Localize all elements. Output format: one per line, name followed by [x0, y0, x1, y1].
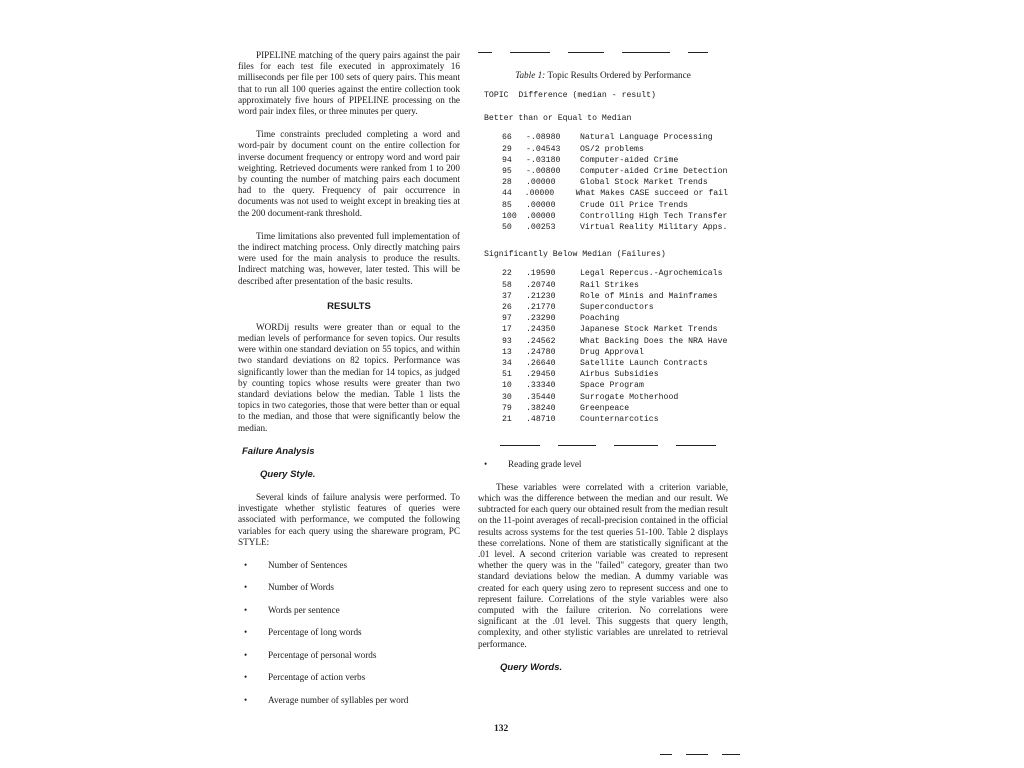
topic-name-cell: Drug Approval: [580, 347, 644, 357]
group-failures-heading: Significantly Below Median (Failures): [484, 250, 666, 260]
topic-name-cell: OS/2 problems: [580, 144, 644, 154]
topic-cell: 100: [502, 211, 517, 221]
divider: [722, 754, 740, 755]
difference-cell: .29450: [526, 370, 556, 380]
list-item-label: Percentage of long words: [268, 627, 362, 638]
group-failures-rows: [502, 268, 728, 425]
difference-cell: .00000: [526, 211, 556, 221]
difference-cell: .21770: [526, 303, 556, 313]
difference-cell: .19590: [526, 269, 556, 279]
style-variables-list: [238, 560, 460, 706]
difference-cell: .24562: [526, 336, 556, 346]
paragraph-failure-analysis: Several kinds of failure analysis were performed. To investigate whether stylistic features of queries were associated with performance, we computed the following variables for each query using the shareware program, PC STYLE:: [238, 491, 460, 547]
list-item-label: Number of Sentences: [268, 559, 348, 570]
table-row: [502, 302, 728, 313]
divider: [558, 445, 596, 446]
table-column-header: TOPIC Difference (median - result): [484, 91, 656, 100]
table-caption: [478, 70, 728, 80]
difference-cell: .23290: [526, 314, 556, 324]
topic-name-cell: Global Stock Market Trends: [580, 178, 708, 188]
difference-cell: .00000: [526, 178, 556, 188]
bullet-icon: •: [244, 582, 248, 593]
failure-analysis-heading: Failure Analysis: [242, 445, 315, 457]
paragraph-time-constraints: Time constraints precluded completing a word and word-pair by document count on the entire collection for inverse document frequency or entropy word and word pair weighting. Retrieved documents were ranked from 1 to 200 by counting the number of matching pairs each document had to the query. Frequency of pair occurrence in documents was not used to weight except in breaking ties at the 200 document-rank threshold.: [238, 129, 460, 218]
topic-name-cell: Role of Minis and Mainframes: [580, 291, 718, 301]
topic-cell: 66: [502, 133, 512, 143]
list-item: [238, 650, 460, 661]
results-heading: RESULTS: [327, 300, 371, 312]
table-row: [502, 268, 728, 279]
reading-level-list: [478, 459, 728, 470]
difference-cell: .20740: [526, 280, 556, 290]
divider: [478, 52, 492, 53]
bullet-icon: •: [244, 672, 248, 683]
bullet-icon: •: [244, 694, 248, 705]
divider: [688, 52, 708, 53]
query-words-heading: Query Words.: [500, 661, 563, 673]
list-item: [238, 695, 460, 706]
table-row: [502, 324, 728, 335]
difference-cell: .00000: [524, 189, 555, 199]
topic-name-cell: Superconductors: [580, 303, 654, 313]
topic-cell: 79: [502, 403, 512, 413]
topic-name-cell: Natural Language Processing: [580, 133, 713, 143]
topic-cell: 37: [502, 291, 512, 301]
list-item: [238, 582, 460, 593]
topic-cell: 94: [502, 155, 512, 165]
table-row: [502, 414, 728, 425]
topic-name-cell: Japanese Stock Market Trends: [580, 325, 718, 335]
topic-cell: 26: [502, 303, 512, 313]
table-row: [502, 222, 728, 233]
table-row: [502, 166, 728, 177]
bullet-icon: •: [244, 627, 248, 638]
table-row: [502, 200, 728, 211]
bullet-icon: •: [484, 459, 488, 470]
list-item-label: Percentage of action verbs: [268, 672, 366, 683]
divider: [660, 754, 672, 755]
table-top-rules: [478, 48, 728, 56]
bullet-icon: •: [244, 559, 248, 570]
table-row: [502, 380, 728, 391]
difference-cell: -.04543: [526, 144, 561, 154]
table-row: [502, 392, 728, 403]
table-bottom-rules: [500, 441, 728, 449]
list-item: [238, 627, 460, 638]
topic-name-cell: Space Program: [580, 381, 644, 391]
difference-cell: .33340: [526, 381, 556, 391]
topic-cell: 51: [502, 370, 512, 380]
table-caption-label: Table 1:: [515, 70, 546, 80]
list-item: [238, 605, 460, 616]
divider: [568, 52, 604, 53]
topic-cell: 10: [502, 381, 512, 391]
page-number: 132: [494, 724, 509, 734]
difference-cell: .35440: [526, 392, 556, 402]
table-row: [502, 144, 728, 155]
difference-cell: .26640: [526, 359, 556, 369]
topic-name-cell: Virtual Reality Military Apps.: [580, 223, 728, 233]
list-item-label: Number of Words: [268, 582, 334, 593]
divider: [622, 52, 670, 53]
topic-name-cell: Airbus Subsidies: [580, 370, 659, 380]
query-style-heading: Query Style.: [260, 468, 316, 480]
table-row: [502, 369, 728, 380]
difference-cell: -.03180: [526, 155, 561, 165]
paragraph-time-limitations: Time limitations also prevented full implementation of the indirect matching process. Only directly matching pairs were used for the main analysis to produce the results. Indirect matching was, however, later tested. This will be described after presentation of the basic results.: [238, 230, 460, 286]
difference-cell: -.08980: [526, 133, 561, 143]
difference-cell: .00000: [526, 200, 556, 210]
left-column: [238, 50, 460, 717]
topic-cell: 28: [502, 178, 512, 188]
topic-name-cell: What Makes CASE succeed or fail: [575, 189, 728, 199]
group-better-rows: [502, 132, 728, 233]
table-row: [502, 291, 728, 302]
topic-name-cell: Computer-aided Crime: [580, 155, 679, 165]
topic-cell: 34: [502, 359, 512, 369]
topic-cell: 21: [502, 415, 512, 425]
bullet-icon: •: [244, 649, 248, 660]
topic-name-cell: Crude Oil Price Trends: [580, 200, 689, 210]
list-item: [238, 560, 460, 571]
table-row: [502, 403, 728, 414]
list-item-label: Words per sentence: [268, 604, 340, 615]
table-row: [502, 177, 728, 188]
topic-cell: 95: [502, 167, 512, 177]
topic-cell: 58: [502, 280, 512, 290]
topic-cell: 93: [502, 336, 512, 346]
list-item-label: Average number of syllables per word: [268, 694, 409, 705]
table-row: [502, 313, 728, 324]
topic-name-cell: Rail Strikes: [580, 280, 639, 290]
topic-name-cell: Satellite Launch Contracts: [580, 359, 708, 369]
topic-cell: 97: [502, 314, 512, 324]
list-item-label: Reading grade level: [508, 459, 582, 470]
table-caption-text: Topic Results Ordered by Performance: [547, 70, 691, 80]
difference-cell: .38240: [526, 403, 556, 413]
difference-cell: -.00800: [526, 167, 561, 177]
list-item: [238, 672, 460, 683]
list-item-label: Percentage of personal words: [268, 649, 377, 660]
topic-name-cell: Controlling High Tech Transfer: [580, 211, 728, 221]
divider: [614, 445, 658, 446]
paragraph-results: WORDij results were greater than or equal to the median levels of performance for seven topics. Our results were within one standard deviation on 55 topics, and within two standard deviations on 82 topics. Performance was significantly lower than the median for 14 topics, as judged by counting topics whose results were greater than two standard deviations below the median. Table 1 lists the topics in two categories, those that were better than or equal to the median, and those that were significantly below the median.: [238, 321, 460, 433]
table-row: [502, 211, 728, 222]
topic-name-cell: Computer-aided Crime Detection: [580, 167, 728, 177]
topic-name-cell: Poaching: [580, 314, 620, 324]
table-row: [502, 336, 728, 347]
right-column: [478, 48, 728, 685]
table-row: [502, 358, 728, 369]
topic-cell: 85: [502, 200, 512, 210]
topic-cell: 44: [502, 189, 512, 199]
divider: [686, 754, 708, 755]
topic-name-cell: Legal Repercus.-Agrochemicals: [580, 269, 723, 279]
table-row: [502, 188, 728, 199]
divider: [510, 52, 550, 53]
topic-name-cell: Counternarcotics: [580, 415, 659, 425]
paragraph-correlations: These variables were correlated with a criterion variable, which was the difference between the median and our result. We subtracted for each query our obtained result from the median result on the 11-point averages of recall-precision contained in the official results across systems for the test queries 51-100. Table 2 displays these correlations. None of them are statistically significant at the .01 level. A second criterion variable was created to represent whether the query was in the "failed" category, greater than two standard deviations below the median. A dummy variable was created for each query using zero to represent success and one to represent failure. Correlations of the style variables were also computed with the failure criterion. No correlations were significant at the .01 level. This suggests that query length, complexity, and other stylistic variables are unrelated to retrieval performance.: [478, 481, 729, 649]
list-item: [478, 459, 728, 470]
table-row: [502, 132, 728, 143]
topic-cell: 30: [502, 392, 512, 402]
topic-cell: 17: [502, 325, 512, 335]
group-better-heading: Better than or Equal to Median: [484, 114, 632, 124]
bullet-icon: •: [244, 604, 248, 615]
difference-cell: .00253: [526, 223, 556, 233]
table-row: [502, 347, 728, 358]
paragraph-pipeline-timing: PIPELINE matching of the query pairs against the pair files for each test file executed in approximately 16 milliseconds per file per 100 sets of query pairs. This meant that to run all 100 queries against the entire collection took approximately five hours of PIPELINE processing on the word pair index files, or three minutes per query.: [238, 50, 460, 117]
divider: [676, 445, 716, 446]
topic-cell: 22: [502, 269, 512, 279]
topic-cell: 13: [502, 347, 512, 357]
table-row: [502, 155, 728, 166]
footer-rules: [660, 754, 740, 755]
topic-cell: 50: [502, 223, 512, 233]
difference-cell: .21230: [526, 291, 556, 301]
topic-name-cell: What Backing Does the NRA Have: [580, 336, 728, 346]
difference-cell: .48710: [526, 415, 556, 425]
divider: [500, 445, 540, 446]
difference-cell: .24350: [526, 325, 556, 335]
topic-name-cell: Greenpeace: [580, 403, 630, 413]
difference-cell: .24780: [526, 347, 556, 357]
table-row: [502, 280, 728, 291]
topic-cell: 29: [502, 144, 512, 154]
topic-name-cell: Surrogate Motherhood: [580, 392, 679, 402]
